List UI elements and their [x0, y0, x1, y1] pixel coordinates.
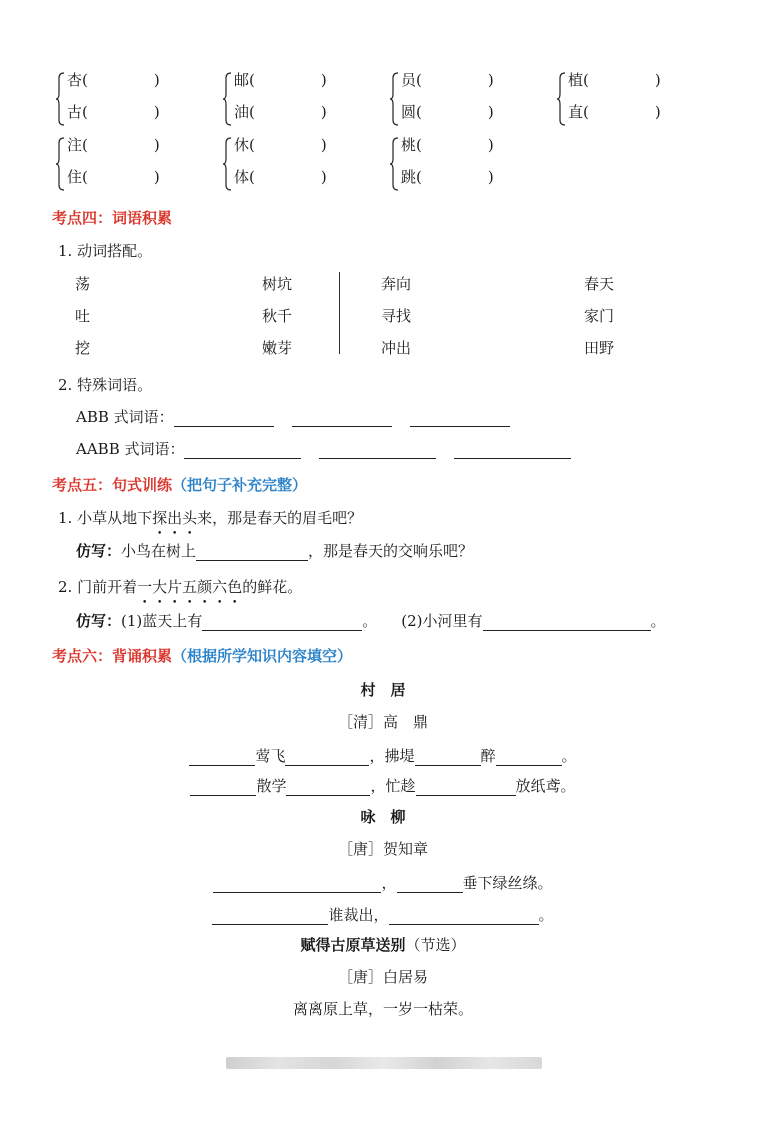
char-pair-top [67, 134, 160, 155]
q2-title: 2. 特殊词语。 [58, 376, 153, 394]
poem1-blank[interactable] [189, 750, 255, 766]
s1-dotted-char: 头 [182, 509, 198, 527]
abb-blank-2[interactable] [292, 411, 392, 427]
s1-imitate-pre: 小鸟在树上 [121, 542, 197, 560]
s1-imitate-label: 仿写： [76, 542, 122, 560]
poem1-text: 莺飞 [255, 747, 286, 765]
abb-label: ABB 式词语： [76, 408, 174, 426]
close-paren: ) [320, 103, 327, 121]
char-label: 古( [67, 103, 88, 121]
section6-heading [52, 645, 352, 666]
char-pair-bottom [67, 101, 160, 122]
char-pair-top [401, 69, 494, 90]
poem3-title-note: （节选） [405, 936, 466, 954]
close-paren: ) [320, 136, 327, 154]
brace-icon [389, 137, 399, 191]
s2-blank-1[interactable] [202, 615, 362, 631]
poem2-blank[interactable] [212, 909, 328, 925]
poem1-text: 放纸鸢。 [515, 777, 576, 795]
s2-sentence [58, 576, 302, 597]
poem3-title-row [0, 934, 766, 955]
blurred-footer-watermark [226, 1057, 542, 1069]
verb-right-a-2: 寻找 [381, 307, 412, 325]
poem1-blank[interactable] [190, 780, 256, 796]
s1-dotted-char: 出 [167, 509, 183, 527]
aabb-label: AABB 式词语： [76, 440, 185, 458]
poem3-line1: 离离原上草，一岁一枯荣。 [292, 1000, 473, 1018]
close-paren: ) [487, 71, 494, 89]
s2-blank-2[interactable] [483, 615, 651, 631]
poem2-text: 垂下绿丝绦。 [462, 874, 553, 892]
char-label: 杏( [67, 71, 88, 89]
s2-dotted-char: 大 [152, 578, 168, 596]
verb-right-b-1: 春天 [584, 275, 615, 293]
abb-blank-3[interactable] [410, 411, 510, 427]
section6-label: 考点六：背诵积累 [52, 647, 173, 665]
char-label: 员( [401, 71, 422, 89]
poem1-line2 [0, 775, 766, 796]
char-pair-bottom [67, 166, 160, 187]
s2-end2: 。 [650, 612, 666, 630]
s1-blank[interactable] [196, 545, 308, 561]
verb-right-b-3: 田野 [584, 339, 615, 357]
close-paren: ) [487, 168, 494, 186]
poem1-text: ，拂堤 [369, 747, 415, 765]
close-paren: ) [153, 136, 160, 154]
s2-dotted-char: 色 [227, 578, 243, 596]
poem1-blank[interactable] [285, 750, 369, 766]
verb-right-b-2: 家门 [584, 307, 615, 325]
poem1-text: 醉 [480, 747, 496, 765]
poem3-author: ［唐］白居易 [337, 968, 428, 986]
section6-note: （根据所学知识内容填空） [172, 647, 353, 665]
close-paren: ) [320, 71, 327, 89]
s2-imitate [76, 610, 666, 631]
char-label: 桃( [401, 136, 422, 154]
s1-sentence [58, 507, 362, 528]
close-paren: ) [153, 103, 160, 121]
section5-label: 考点五：句式训练 [52, 476, 173, 494]
char-label: 邮( [234, 71, 255, 89]
poem2-blank[interactable] [397, 877, 463, 893]
s1-imitate-post: ，那是春天的交响乐吧？ [308, 542, 474, 560]
poem1-blank[interactable] [416, 780, 516, 796]
poem1-text: 散学 [256, 777, 287, 795]
section4-label: 考点四：词语积累 [52, 209, 173, 227]
s2-part1: (1)蓝天上有 [121, 612, 203, 630]
verb-left-b-2: 秋千 [262, 307, 293, 325]
s2-dotted-char: 五 [182, 578, 198, 596]
verb-left-a-3: 挖 [75, 339, 91, 357]
poem2-text: ， [381, 874, 397, 892]
q1-title: 1. 动词搭配。 [58, 242, 153, 260]
close-paren: ) [153, 168, 160, 186]
s2-end1: 。 [362, 612, 378, 630]
section5-note: （把句子补充完整） [172, 476, 308, 494]
verb-left-b-1: 树坑 [262, 275, 293, 293]
char-pair-top [234, 69, 327, 90]
brace-icon [55, 72, 65, 126]
s1-dotted-char: 探 [152, 509, 168, 527]
divider-line [339, 272, 340, 354]
char-label: 跳( [401, 168, 422, 186]
poem1-author: ［清］高 鼎 [337, 713, 428, 731]
verb-right-a-3: 冲出 [381, 339, 412, 357]
poem2-blank[interactable] [389, 909, 539, 925]
poem1-blank[interactable] [496, 750, 562, 766]
close-paren: ) [654, 71, 661, 89]
poem1-line1 [0, 745, 766, 766]
verb-left-a-1: 荡 [75, 275, 91, 293]
s2-post: 的鲜花。 [242, 578, 303, 596]
poem2-text: 谁裁出， [328, 906, 389, 924]
poem1-title: 村 居 [360, 681, 406, 699]
verb-right-a-1: 奔向 [381, 275, 412, 293]
char-pair-top [67, 69, 160, 90]
char-label: 植( [568, 71, 589, 89]
poem2-title: 咏 柳 [360, 808, 406, 826]
char-pair-top [234, 134, 327, 155]
aabb-blank-3[interactable] [454, 443, 571, 459]
char-label: 直( [568, 103, 589, 121]
s2-pre: 2. 门前开着 [58, 578, 138, 596]
char-pair-bottom [234, 101, 327, 122]
poem2-line1 [0, 872, 766, 893]
char-label: 住( [67, 168, 88, 186]
poem1-blank[interactable] [286, 780, 370, 796]
s2-imitate-label: 仿写： [76, 612, 122, 630]
poem2-blank[interactable] [213, 877, 381, 893]
char-label: 体( [234, 168, 255, 186]
close-paren: ) [487, 103, 494, 121]
section5-heading [52, 474, 307, 495]
close-paren: ) [153, 71, 160, 89]
char-label: 休( [234, 136, 255, 154]
char-pair-bottom [401, 166, 494, 187]
brace-icon [55, 137, 65, 191]
abb-row [76, 406, 510, 427]
close-paren: ) [654, 103, 661, 121]
char-pair-bottom [568, 101, 661, 122]
s2-part2: (2)小河里有 [401, 612, 483, 630]
brace-icon [222, 137, 232, 191]
aabb-blank-2[interactable] [319, 443, 436, 459]
s2-dotted-char: 六 [212, 578, 228, 596]
aabb-row [76, 438, 571, 459]
verb-left-b-3: 嫩芽 [262, 339, 293, 357]
poem1-blank[interactable] [415, 750, 481, 766]
brace-icon [222, 72, 232, 126]
abb-blank-1[interactable] [174, 411, 274, 427]
s1-pre: 1. 小草从地下 [58, 509, 153, 527]
char-label: 注( [67, 136, 88, 154]
char-pair-bottom [401, 101, 494, 122]
s1-imitate [76, 540, 473, 561]
poem1-text: 。 [561, 747, 577, 765]
char-label: 油( [234, 103, 255, 121]
s2-dotted-char: 颜 [197, 578, 213, 596]
close-paren: ) [487, 136, 494, 154]
char-label: 圆( [401, 103, 422, 121]
s2-dotted-char: 一 [137, 578, 153, 596]
poem2-line2 [0, 904, 766, 925]
poem3-title: 赋得古原草送别 [300, 936, 406, 954]
aabb-blank-1[interactable] [184, 443, 301, 459]
char-pair-top [568, 69, 661, 90]
poem2-author: ［唐］贺知章 [337, 840, 428, 858]
brace-icon [389, 72, 399, 126]
poem2-text: 。 [538, 906, 554, 924]
s1-post: 来，那是春天的眉毛吧？ [197, 509, 363, 527]
char-pair-top [401, 134, 494, 155]
poem1-text: ，忙趁 [370, 777, 416, 795]
verb-left-a-2: 吐 [75, 307, 91, 325]
s2-dotted-char: 片 [167, 578, 183, 596]
brace-icon [556, 72, 566, 126]
section4-heading [52, 207, 172, 228]
char-pair-bottom [234, 166, 327, 187]
close-paren: ) [320, 168, 327, 186]
